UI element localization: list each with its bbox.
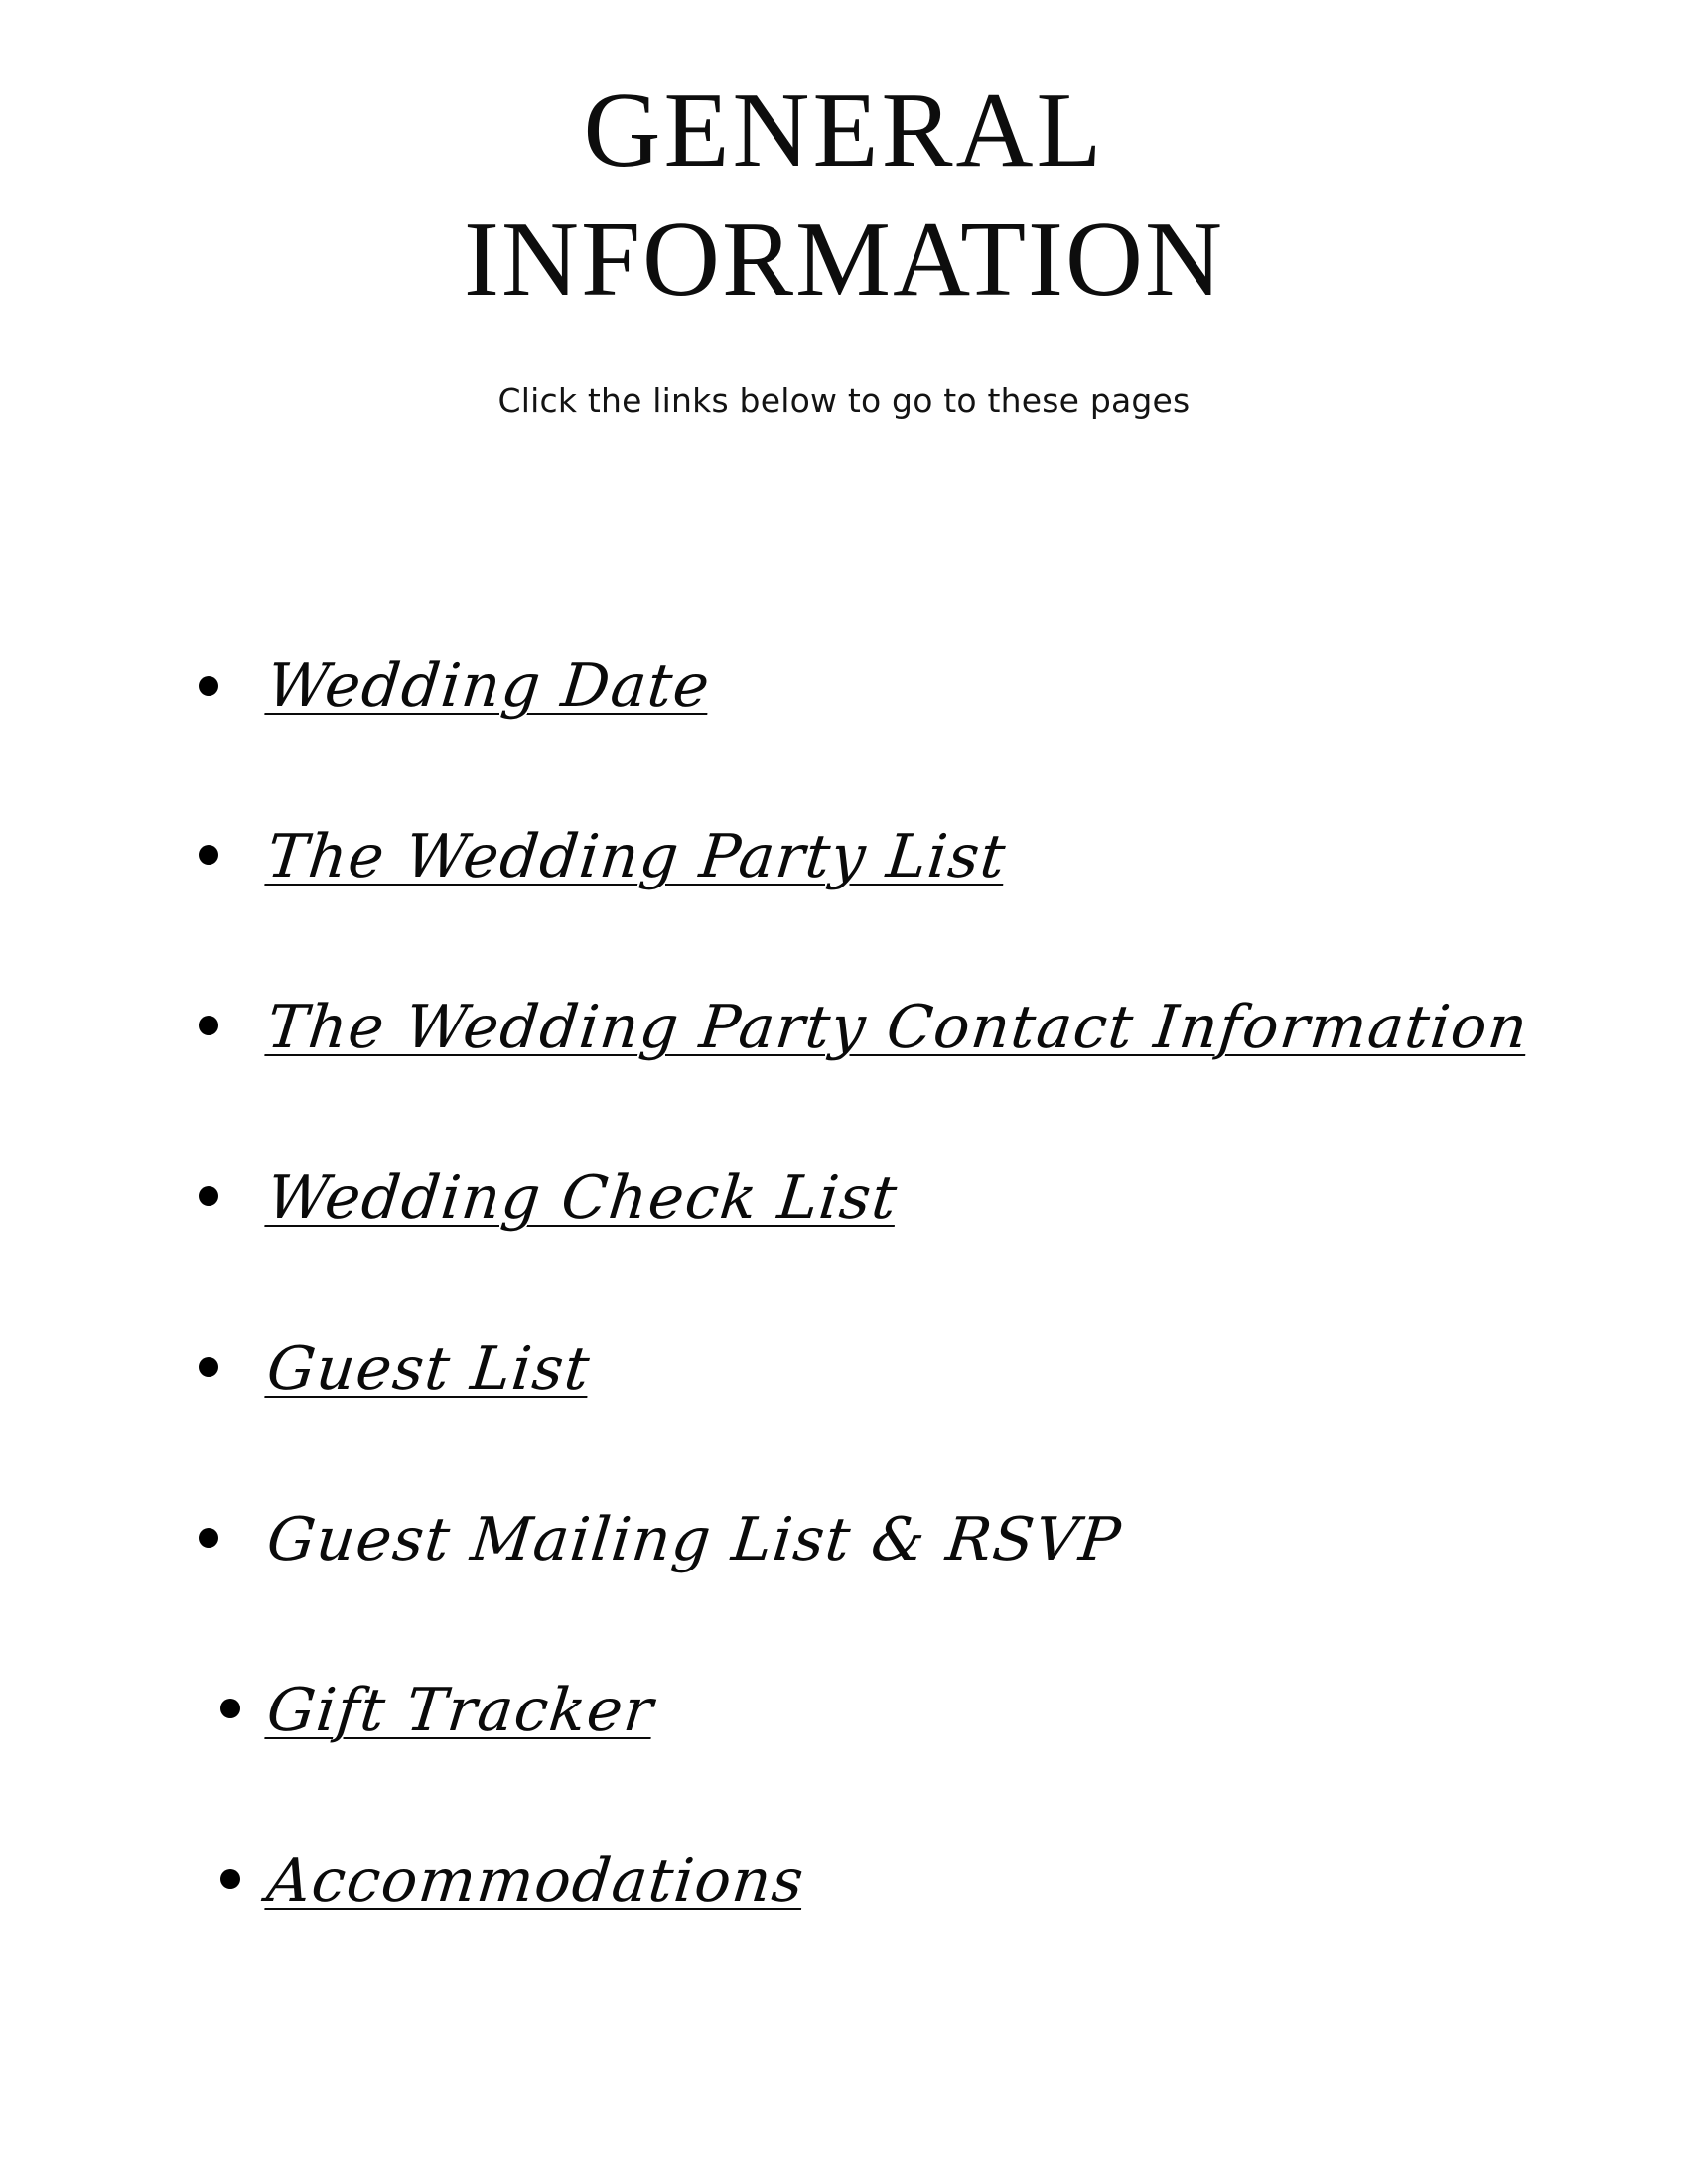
page-title-line-1: GENERAL (583, 71, 1105, 190)
bullet-icon (199, 676, 224, 696)
bullet-icon (199, 1186, 224, 1206)
link-the-wedding-party-list[interactable]: The Wedding Party List (263, 822, 1010, 891)
link-accommodations[interactable]: Accommodations (263, 1846, 808, 1916)
list-item[interactable] (199, 993, 1628, 1167)
bullet-icon (199, 1016, 224, 1035)
bullet-icon (199, 845, 224, 865)
link-gift-tracker[interactable]: Gift Tracker (263, 1676, 658, 1745)
bullet-icon (199, 1357, 224, 1377)
link-wedding-check-list[interactable]: Wedding Check List (263, 1163, 902, 1233)
bullet-icon (199, 1528, 224, 1548)
link-wedding-date[interactable]: Wedding Date (263, 651, 714, 721)
list-item[interactable] (199, 1846, 1628, 2021)
list-item[interactable] (199, 1676, 1628, 1850)
list-item[interactable] (199, 651, 1628, 826)
list-item[interactable] (199, 822, 1628, 997)
page-subtitle: Click the links below to go to these pages (497, 381, 1191, 420)
page-title-line-2: INFORMATION (463, 201, 1225, 319)
link-the-wedding-party-contact-information[interactable]: The Wedding Party Contact Information (263, 993, 1532, 1062)
list-item[interactable] (199, 1163, 1628, 1338)
page-title (0, 0, 1688, 319)
bullet-icon (220, 1699, 246, 1718)
bullet-icon (220, 1869, 246, 1889)
links-list (199, 651, 1628, 2021)
link-guest-mailing-list-and-rsvp[interactable]: Guest Mailing List & RSVP (263, 1505, 1125, 1574)
list-item[interactable] (199, 1505, 1628, 1680)
list-item[interactable] (199, 1334, 1628, 1509)
link-guest-list[interactable]: Guest List (263, 1334, 595, 1404)
